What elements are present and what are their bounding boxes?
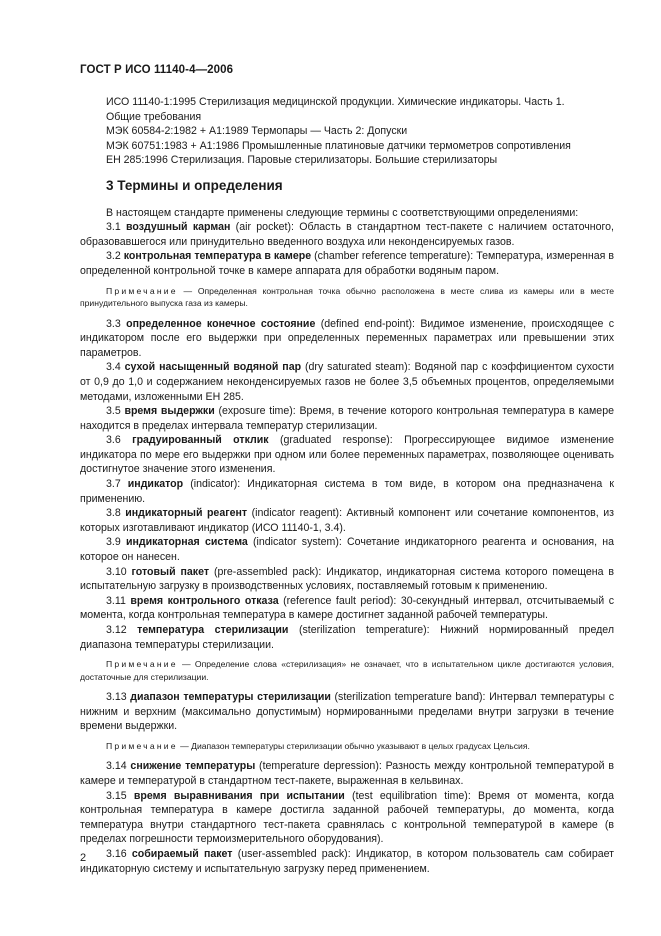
term-3-3: 3.3 определенное конечное состояние (defined end-point): Видимое изменение, происходящее с индикатором после его выдержки при определенных переменных параметрах или превышении этих параметров. — [80, 317, 615, 359]
term-3-4: 3.4 сухой насыщенный водяной пар (dry saturated steam): Водяной пар с коэффициентом сухости от 0,9 до 1,0 и содержанием неконденсируемых газов не более 3,5 объемных процентов, определяемыми методами, изложенными ЕН 285. — [80, 361, 614, 403]
term-3-8: 3.8 индикаторный реагент (indicator reagent): Активный компонент или сочетание компонентов, из которых изготавливают индикатор (ИСО 11140-1, 3.4). — [80, 507, 614, 534]
term-3-6: 3.6 градуированный отклик (graduated response): Прогрессирующее видимое изменение индикатора по мере его выдержки при одном или более переменных параметрах, позволяющее оценивать достигнутое значение этого изменения. — [80, 434, 614, 476]
term-3-10: 3.10 готовый пакет (pre-assembled pack): Индикатор, индикаторная система которого помещена в испытательную загрузку в производственных условиях, поставляемый готовым к применению. — [80, 565, 614, 593]
term-3-13: 3.13 диапазон температуры стерилизации (sterilization temperature band): Интервал температуры с нижним и верхним (максимально допустимым) нормированными пределами внутри загрузки в течение времени выдержки. — [80, 691, 614, 733]
section-title: 3 Термины и определения — [106, 177, 283, 193]
page-header: ГОСТ Р ИСО 11140-4—2006 — [80, 64, 234, 76]
term-3-12: 3.12 температура стерилизации (sterilization temperature): Нижний нормированный предел диапазона температуры стерилизации. — [80, 624, 615, 651]
term-3-11: 3.11 время контрольного отказа (reference fault period): 30-секундный интервал, отсчитываемый с момента, когда контрольная температура в камере достигнет заданной рабочей температуры. — [80, 594, 614, 622]
term-3-7: 3.7 индикатор (indicator): Индикаторная система в том виде, в котором она предназначена к применению. — [80, 478, 614, 505]
term-3-9: 3.9 индикаторная система (indicator system): Сочетание индикаторного реагента и основания, на которое он нанесен. — [80, 536, 614, 564]
term-3-15: 3.15 время выравнивания при испытании (test equilibration time): Время от момента, когда контрольная температура в камере достигла заданной рабочей температуры, до момента, когда температура внутри стандартного тест-пакета сравнялась с контрольной температурой в камере (в пределах погрешности термоизмерительного оборудования). — [80, 789, 615, 846]
term-3-16: 3.16 собираемый пакет (user-assembled pack): Индикатор, в котором пользователь сам собирает индикаторную систему и испытательную загрузку перед применением. — [80, 848, 614, 875]
intro-text: В настоящем стандарте применены следующие термины с соответствующими определениями: — [106, 206, 579, 219]
standard-ref: МЭК 60584-2:1982 + А1:1989 Термопары — Часть 2: Допуски — [106, 125, 408, 138]
term-3-2: 3.2 контрольная температура в камере (chamber reference temperature): Температура, измеренная в определенной контрольной точке в камере аппарата для обработки водяным паром. — [80, 250, 615, 277]
standard-ref: МЭК 60751:1983 + А1:1986 Промышленные платиновые датчики термометров сопротивления — [106, 139, 571, 152]
page-number: 2 — [80, 852, 87, 864]
term-3-5: 3.5 время выдержки (exposure time): Время, в течение которого контрольная температура в камере находится в пределах интервала температур стерилизации. — [80, 405, 614, 432]
standard-ref: ЕН 285:1996 Стерилизация. Паровые стерилизаторы. Большие стерилизаторы — [106, 154, 498, 167]
note-3: Примечание — Диапазон температуры стерилизации обычно указывают в целых градусах Цельсия. — [106, 740, 530, 751]
term-3-1: 3.1 воздушный карман (air pocket): Область в стандартном тест-пакете с наличием остаточного, образовавшегося или принудительно введенного воздуха или неконденсируемых газов. — [80, 221, 615, 248]
standard-ref: ИСО 11140-1:1995 Стерилизация медицинской продукции. Химические индикаторы. Часть 1. Общие требования — [106, 96, 565, 123]
note-2: Примечание — Определение слова «стерилизация» не означает, что в испытательном цикле достигаются условия, достаточные для стерилизации. — [80, 659, 614, 682]
term-3-14: 3.14 снижение температуры (temperature depression): Разность между контрольной температурой в камере и температурой в стандартном тест-пакете, выраженная в кельвинах. — [80, 760, 614, 788]
page-content — [80, 95, 614, 876]
note-1: Примечание — Определенная контрольная точка обычно расположена в месте слива из камеры или в месте принудительного выпуска газа из камеры. — [80, 285, 614, 309]
